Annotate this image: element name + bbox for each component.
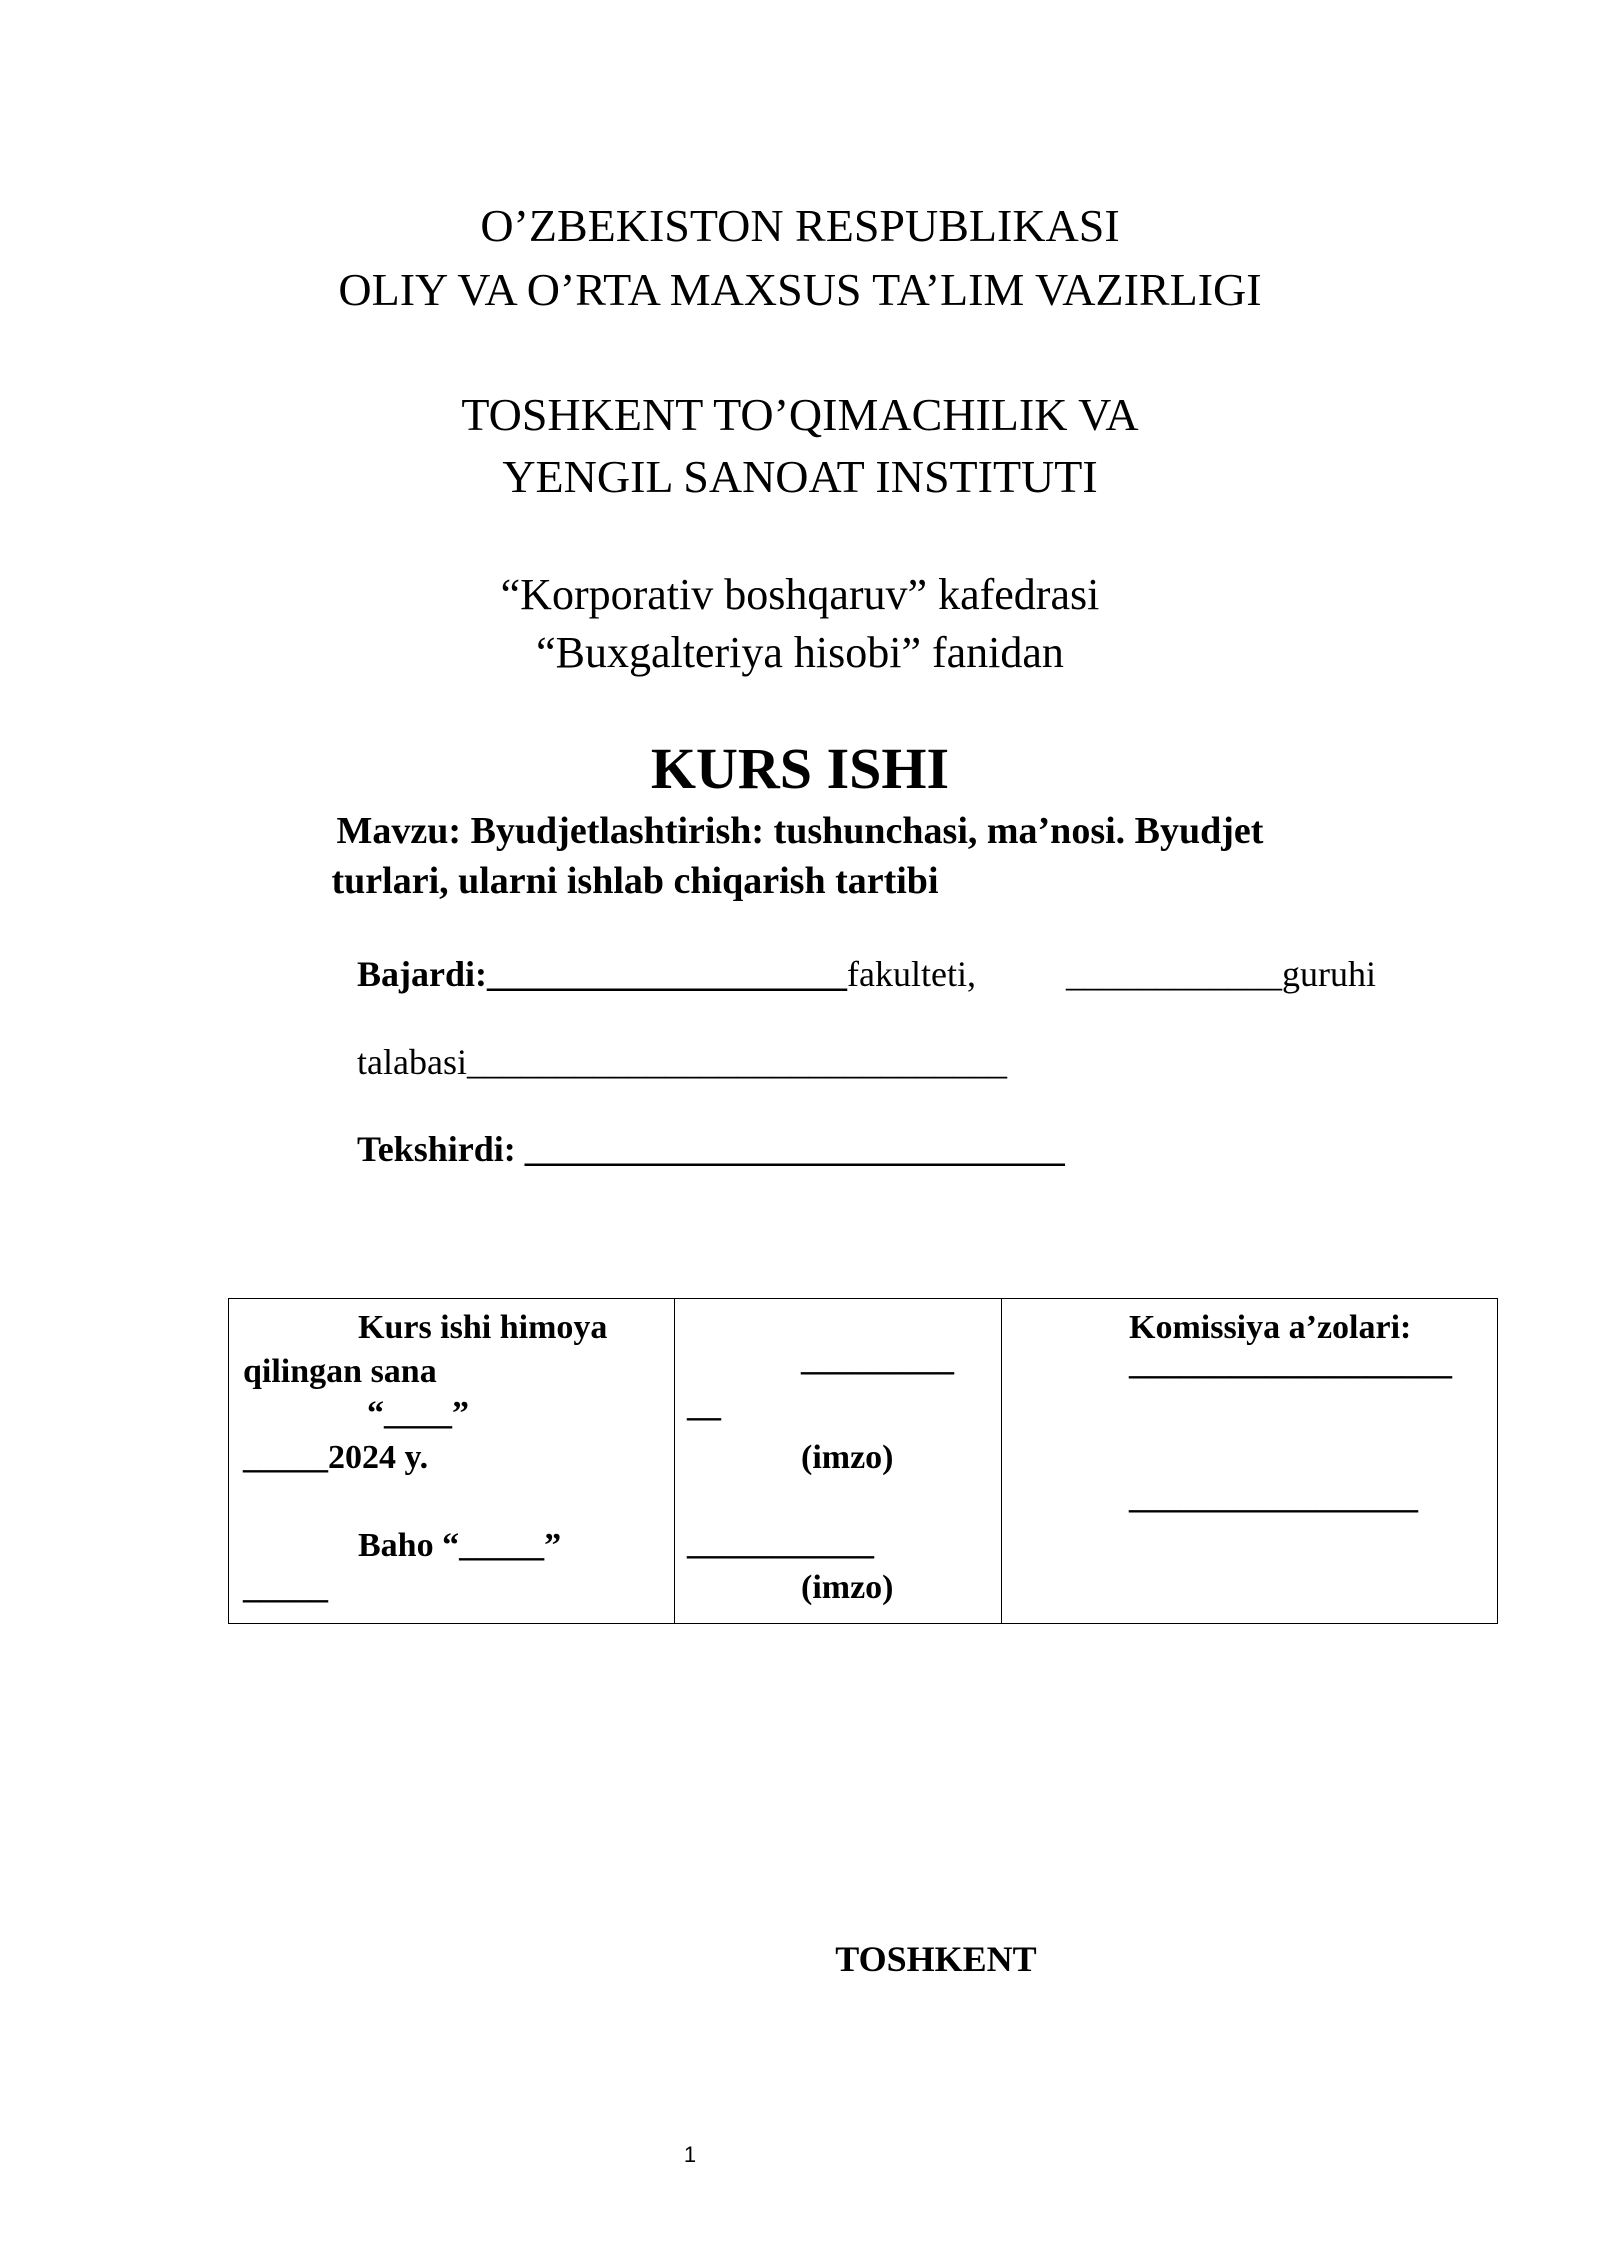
- commission-label: Komissiya a’zolari:: [1129, 1309, 1412, 1346]
- bajardi-row: [357, 952, 976, 996]
- talabasi-row: [357, 1040, 1007, 1084]
- defense-year: _____2024 y.: [243, 1439, 429, 1476]
- ministry-line-2: OLIY VA O’RTA MAXSUS TA’LIM VAZIRLIGI: [338, 264, 1262, 315]
- department-line: “Korporativ boshqaruv” kafedrasi: [500, 570, 1100, 619]
- tekshirdi-label: Tekshirdi:: [357, 1129, 516, 1169]
- commission-blank-1: ___________________: [1129, 1345, 1452, 1382]
- defense-date-label-2: qilingan sana: [243, 1353, 437, 1390]
- defense-table: [228, 1298, 1498, 1624]
- footer-city: TOSHKENT: [835, 1939, 1037, 1979]
- bajardi-blank: ____________________: [487, 954, 847, 994]
- grade-label: Baho “_____”: [358, 1527, 562, 1564]
- bajardi-label: Bajardi:: [357, 954, 487, 994]
- talabasi-text: talabasi: [357, 1042, 467, 1082]
- defense-day-blank: “____”: [367, 1395, 469, 1432]
- guruhi-row: [1066, 952, 1376, 996]
- signature-caption-1: (imzo): [801, 1439, 894, 1476]
- institute-line-1: TOSHKENT TO’QIMACHILIK VA: [461, 389, 1139, 440]
- fakulteti-text: fakulteti,: [847, 954, 976, 994]
- talabasi-blank: ______________________________: [466, 1042, 1007, 1082]
- tekshirdi-row: [357, 1127, 1065, 1171]
- signature-blank-1: _________: [801, 1341, 954, 1378]
- topic-line-1: Mavzu: Byudjetlashtirish: tushunchasi, ma’nosi. Byudjet: [336, 810, 1264, 852]
- signature-caption-2: (imzo): [801, 1569, 894, 1606]
- signature-blank-2: ___________: [687, 1525, 874, 1562]
- commission-blank-2: _________________: [1129, 1479, 1418, 1516]
- defense-date-label-1: Kurs ishi himoya: [358, 1309, 608, 1346]
- institute-line-2: YENGIL SANOAT INSTITUTI: [502, 451, 1098, 502]
- grade-blank: _____: [243, 1569, 328, 1606]
- page-number: 1: [683, 2142, 697, 2167]
- topic-line-2: turlari, ularni ishlab chiqarish tartibi: [331, 860, 939, 902]
- guruhi-text: guruhi: [1282, 954, 1376, 994]
- subject-line: “Buxgalteriya hisobi” fanidan: [536, 628, 1064, 677]
- signature-short-blank: __: [687, 1387, 721, 1424]
- table-divider-2: [1001, 1299, 1002, 1623]
- tekshirdi-blank: ______________________________: [524, 1129, 1065, 1169]
- group-blank: ____________: [1066, 954, 1282, 994]
- document-title: KURS ISHI: [650, 736, 950, 801]
- table-divider-1: [674, 1299, 675, 1623]
- ministry-line-1: O’ZBEKISTON RESPUBLIKASI: [480, 200, 1120, 251]
